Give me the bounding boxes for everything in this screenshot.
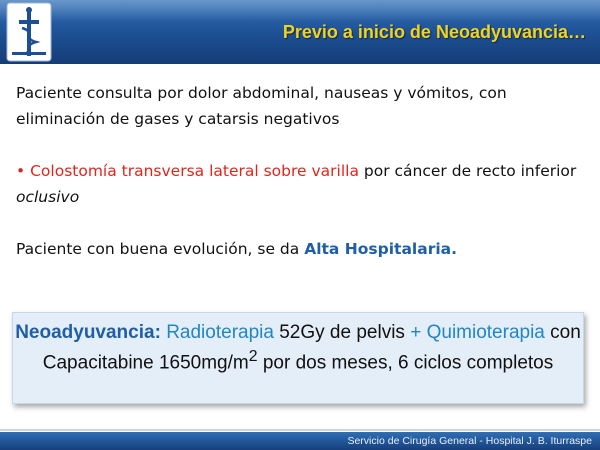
header-shine xyxy=(0,0,600,22)
paragraph-evolucion xyxy=(16,236,588,262)
evolucion-text: Paciente con buena evolución, se da xyxy=(16,240,300,258)
superscript-2: 2 xyxy=(248,348,258,365)
alta-period: . xyxy=(451,240,457,258)
alta-hospitalaria-text: Alta Hospitalaria xyxy=(304,240,452,258)
paragraph-consulta: Paciente consulta por dolor abdominal, nauseas y vómitos, con eliminación de gases y catarsis negativos xyxy=(16,84,507,128)
neoadyuvancia-box xyxy=(12,312,584,404)
paragraph-colostomia xyxy=(16,158,588,210)
duration-text: por dos meses, 6 ciclos completos xyxy=(262,352,554,374)
colostomia-text: Colostomía transversa lateral sobre varilla xyxy=(30,162,359,180)
header-bar xyxy=(0,0,600,64)
neoadyuvancia-label: Neoadyuvancia: xyxy=(15,322,161,343)
dose-text: 52Gy de pelvis xyxy=(279,322,405,343)
bullet: • xyxy=(16,162,26,180)
footer-text: Servicio de Cirugía General - Hospital J. B. Iturraspe xyxy=(347,435,592,447)
radioterapia-text: Radioterapia xyxy=(166,322,274,343)
oclusivo-text: oclusivo xyxy=(16,188,80,206)
slide-title: Previo a inicio de Neoadyuvancia… xyxy=(282,22,586,42)
footer-bar xyxy=(0,432,600,450)
cancer-text: por cáncer de recto inferior xyxy=(363,162,577,180)
plus-text: + xyxy=(410,322,422,343)
drug-text: con Capacitabine 1650mg/m xyxy=(42,322,581,374)
footer-divider xyxy=(0,429,600,431)
hospital-logo-icon xyxy=(6,2,52,62)
neoadyuvancia-text xyxy=(13,313,583,375)
quimioterapia-text: Quimioterapia xyxy=(426,322,545,343)
body-text xyxy=(16,80,588,262)
